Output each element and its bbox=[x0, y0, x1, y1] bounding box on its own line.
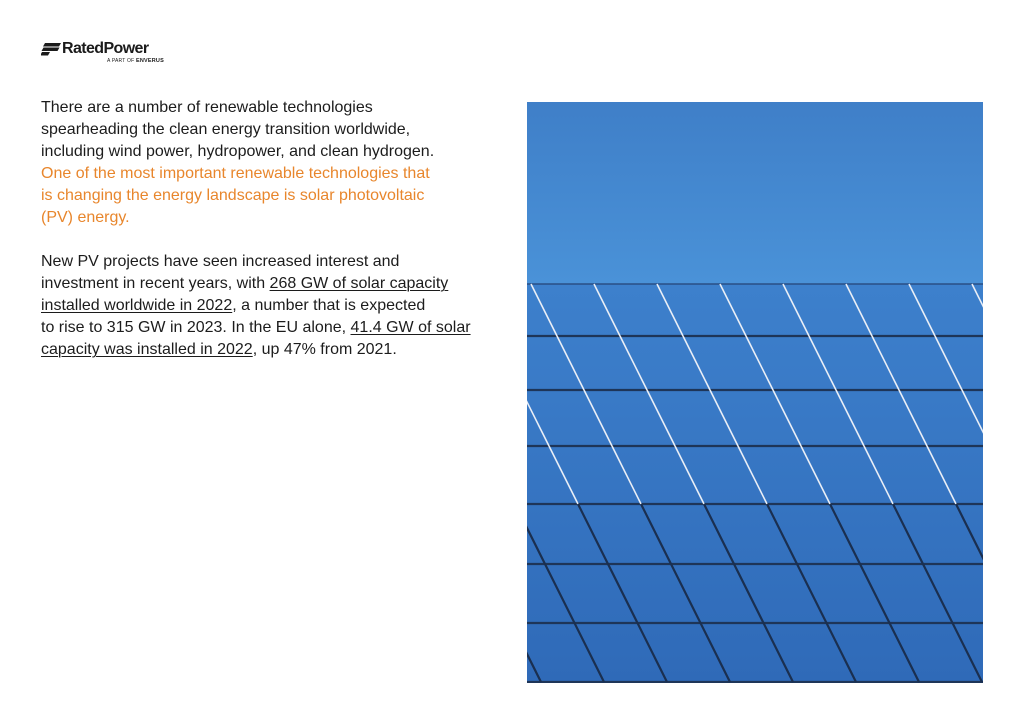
text-fragment: investment in recent years, with bbox=[41, 275, 270, 292]
paragraph-statistics bbox=[41, 251, 511, 361]
paragraph-intro bbox=[41, 97, 511, 229]
text-line: spearheading the clean energy transition worldwide, bbox=[41, 121, 411, 138]
text-fragment: , a number that is expected bbox=[232, 297, 426, 314]
highlight-line: is changing the energy landscape is solar photovoltaic bbox=[41, 187, 425, 204]
logo-tagline-prefix: A PART OF bbox=[107, 58, 135, 64]
link-eu-solar-capacity-cont[interactable]: capacity was installed in 2022 bbox=[41, 341, 253, 358]
text-fragment: , up 47% from 2021. bbox=[252, 341, 397, 358]
text-fragment: to rise to 315 GW in 2023. In the EU alone, bbox=[41, 319, 351, 336]
link-global-solar-capacity[interactable]: 268 GW of solar capacity bbox=[269, 275, 449, 292]
text-line: New PV projects have seen increased interest and bbox=[41, 253, 400, 270]
logo-tagline bbox=[107, 58, 164, 64]
solar-panel-photo bbox=[527, 102, 983, 683]
sky bbox=[527, 102, 983, 284]
text-line bbox=[41, 339, 511, 361]
text-line: There are a number of renewable technologies bbox=[41, 99, 373, 116]
highlight-line: (PV) energy. bbox=[41, 209, 130, 226]
ratedpower-logo[interactable] bbox=[41, 40, 171, 66]
text-line bbox=[41, 317, 511, 339]
highlight-line: One of the most important renewable technologies that bbox=[41, 165, 430, 182]
link-global-solar-capacity-cont[interactable]: installed worldwide in 2022 bbox=[41, 297, 233, 314]
ratedpower-logo-icon bbox=[41, 42, 63, 56]
solar-panel-illustration bbox=[527, 102, 983, 683]
logo-wordmark: RatedPower bbox=[62, 40, 149, 57]
text-line bbox=[41, 295, 511, 317]
article-body bbox=[41, 97, 511, 383]
text-line: including wind power, hydropower, and clean hydrogen. bbox=[41, 143, 435, 160]
logo-tagline-company: ENVERUS bbox=[135, 58, 164, 64]
link-eu-solar-capacity[interactable]: 41.4 GW of solar bbox=[350, 319, 471, 336]
text-line bbox=[41, 273, 511, 295]
